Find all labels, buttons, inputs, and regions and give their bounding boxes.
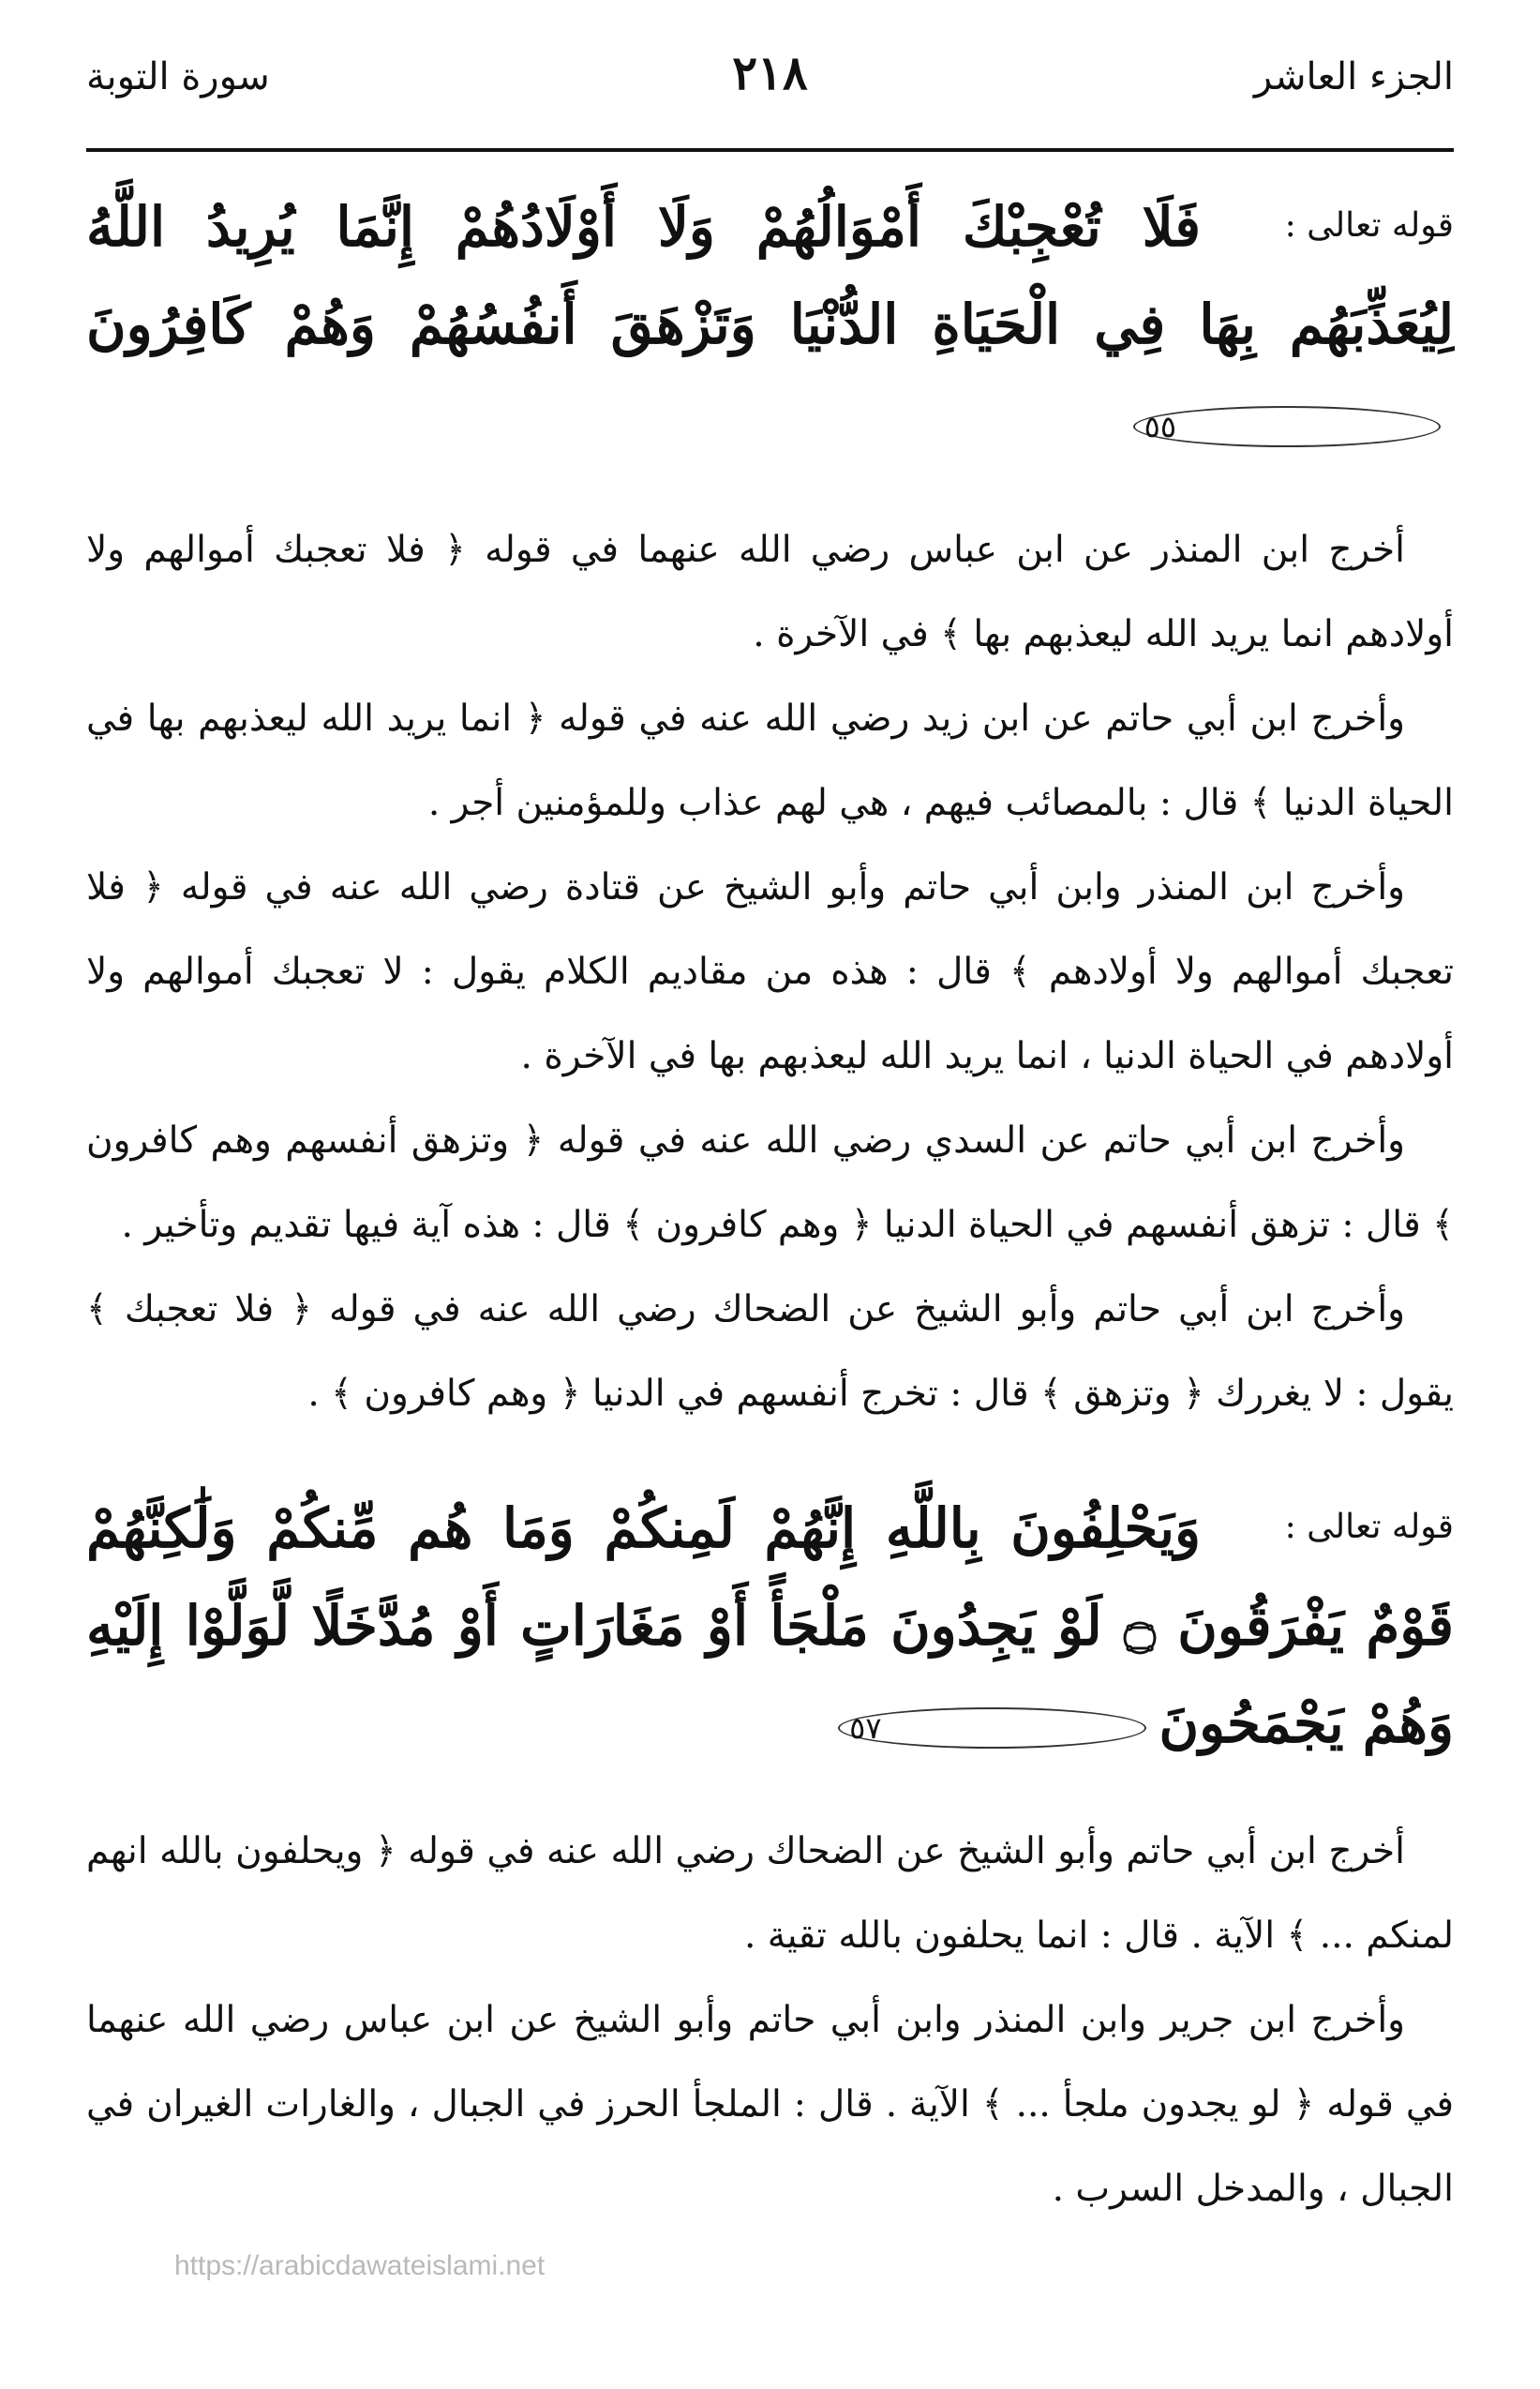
page-number: ٢١٨ [732, 45, 808, 100]
ayah-number-marker: ٥٥ [1133, 406, 1441, 447]
commentary-paragraph: وأخرج ابن أبي حاتم عن السدي رضي الله عنه في قوله ﴿ وتزهق أنفسهم وهم كافرون ﴾ قال : تزهق أنفسهم في الحياة الدنيا ﴿ وهم كافرون ﴾ قال : هذه آية فيها تقديم وتأخير . [86, 1119, 1454, 1246]
commentary-paragraph: وأخرج ابن أبي حاتم عن ابن زيد رضي الله عنه في قوله ﴿ انما يريد الله ليعذبهم بها في الحياة الدنيا ﴾ قال : بالمصائب فيهم ، هي لهم عذاب وللمؤمنين أجر . [86, 698, 1454, 824]
page-content [86, 178, 1454, 2231]
quran-verse [86, 1480, 1454, 1772]
commentary-paragraph: أخرج ابن المنذر عن ابن عباس رضي الله عنهما في قوله ﴿ فلا تعجبك أموالهم ولا أولادهم انما يريد الله ليعذبهم بها ﴾ في الآخرة . [86, 529, 1454, 655]
commentary-paragraph: وأخرج ابن أبي حاتم وأبو الشيخ عن الضحاك رضي الله عنه في قوله ﴿ فلا تعجبك ﴾ يقول : لا يغررك ﴿ وتزهق ﴾ قال : تخرج أنفسهم في الدنيا ﴿ وهم كافرون ﴾ . [86, 1288, 1454, 1415]
ayah-number-marker: ٥٧ [838, 1707, 1145, 1749]
page-header [86, 45, 1454, 120]
verse-block-1 [86, 178, 1454, 471]
watermark-url: https://arabicdawateislami.net [174, 2250, 546, 2281]
juz-label: الجزء العاشر [1253, 55, 1454, 98]
surah-label: سورة التوبة [86, 55, 270, 98]
verse-text: فَلَا تُعْجِبْكَ أَمْوَالُهُمْ وَلَا أَوْلَادُهُمْ إِنَّمَا يُرِيدُ اللَّهُ لِيُعَذِّبَهُم بِهَا فِي الْحَيَاةِ الدُّنْيَا وَتَزْهَقَ أَنفُسُهُمْ وَهُمْ كَافِرُونَ [86, 195, 1454, 356]
commentary-paragraph: أخرج ابن أبي حاتم وأبو الشيخ عن الضحاك رضي الله عنه في قوله ﴿ ويحلفون بالله انهم لمنكم ... ﴾ الآية . قال : انما يحلفون بالله تقية . [86, 1830, 1454, 1957]
verse-intro: قوله تعالى : [1284, 206, 1454, 245]
verse-intro: قوله تعالى : [1284, 1508, 1454, 1546]
verse-block-2 [86, 1480, 1454, 1772]
commentary-paragraph: وأخرج ابن المنذر وابن أبي حاتم وأبو الشيخ عن قتادة رضي الله عنه في قوله ﴿ فلا تعجبك أموالهم ولا أولادهم ﴾ قال : هذه من مقاديم الكلام يقول : لا تعجبك أموالهم ولا أولادهم في الحياة الدنيا ، انما يريد الله ليعذبهم بها في الآخرة . [86, 866, 1454, 1077]
quran-verse [86, 178, 1454, 471]
commentary-paragraph: وأخرج ابن جرير وابن المنذر وابن أبي حاتم وأبو الشيخ عن ابن عباس رضي الله عنهما في قوله ﴿ لو يجدون ملجأ ... ﴾ الآية . قال : الملجأ الحرز في الجبال ، والغارات الغيران في الجبال ، والمدخل السرب . [86, 1999, 1454, 2210]
verse-text: وَيَحْلِفُونَ بِاللَّهِ إِنَّهُمْ لَمِنكُمْ وَمَا هُم مِّنكُمْ وَلَٰكِنَّهُمْ قَوْمٌ يَفْرَقُونَ ۝ لَوْ يَجِدُونَ مَلْجَأً أَوْ مَغَارَاتٍ أَوْ مُدَّخَلًا لَّوَلَّوْا إِلَيْهِ وَهُمْ يَجْمَحُونَ [86, 1496, 1454, 1755]
header-rule [86, 148, 1454, 152]
